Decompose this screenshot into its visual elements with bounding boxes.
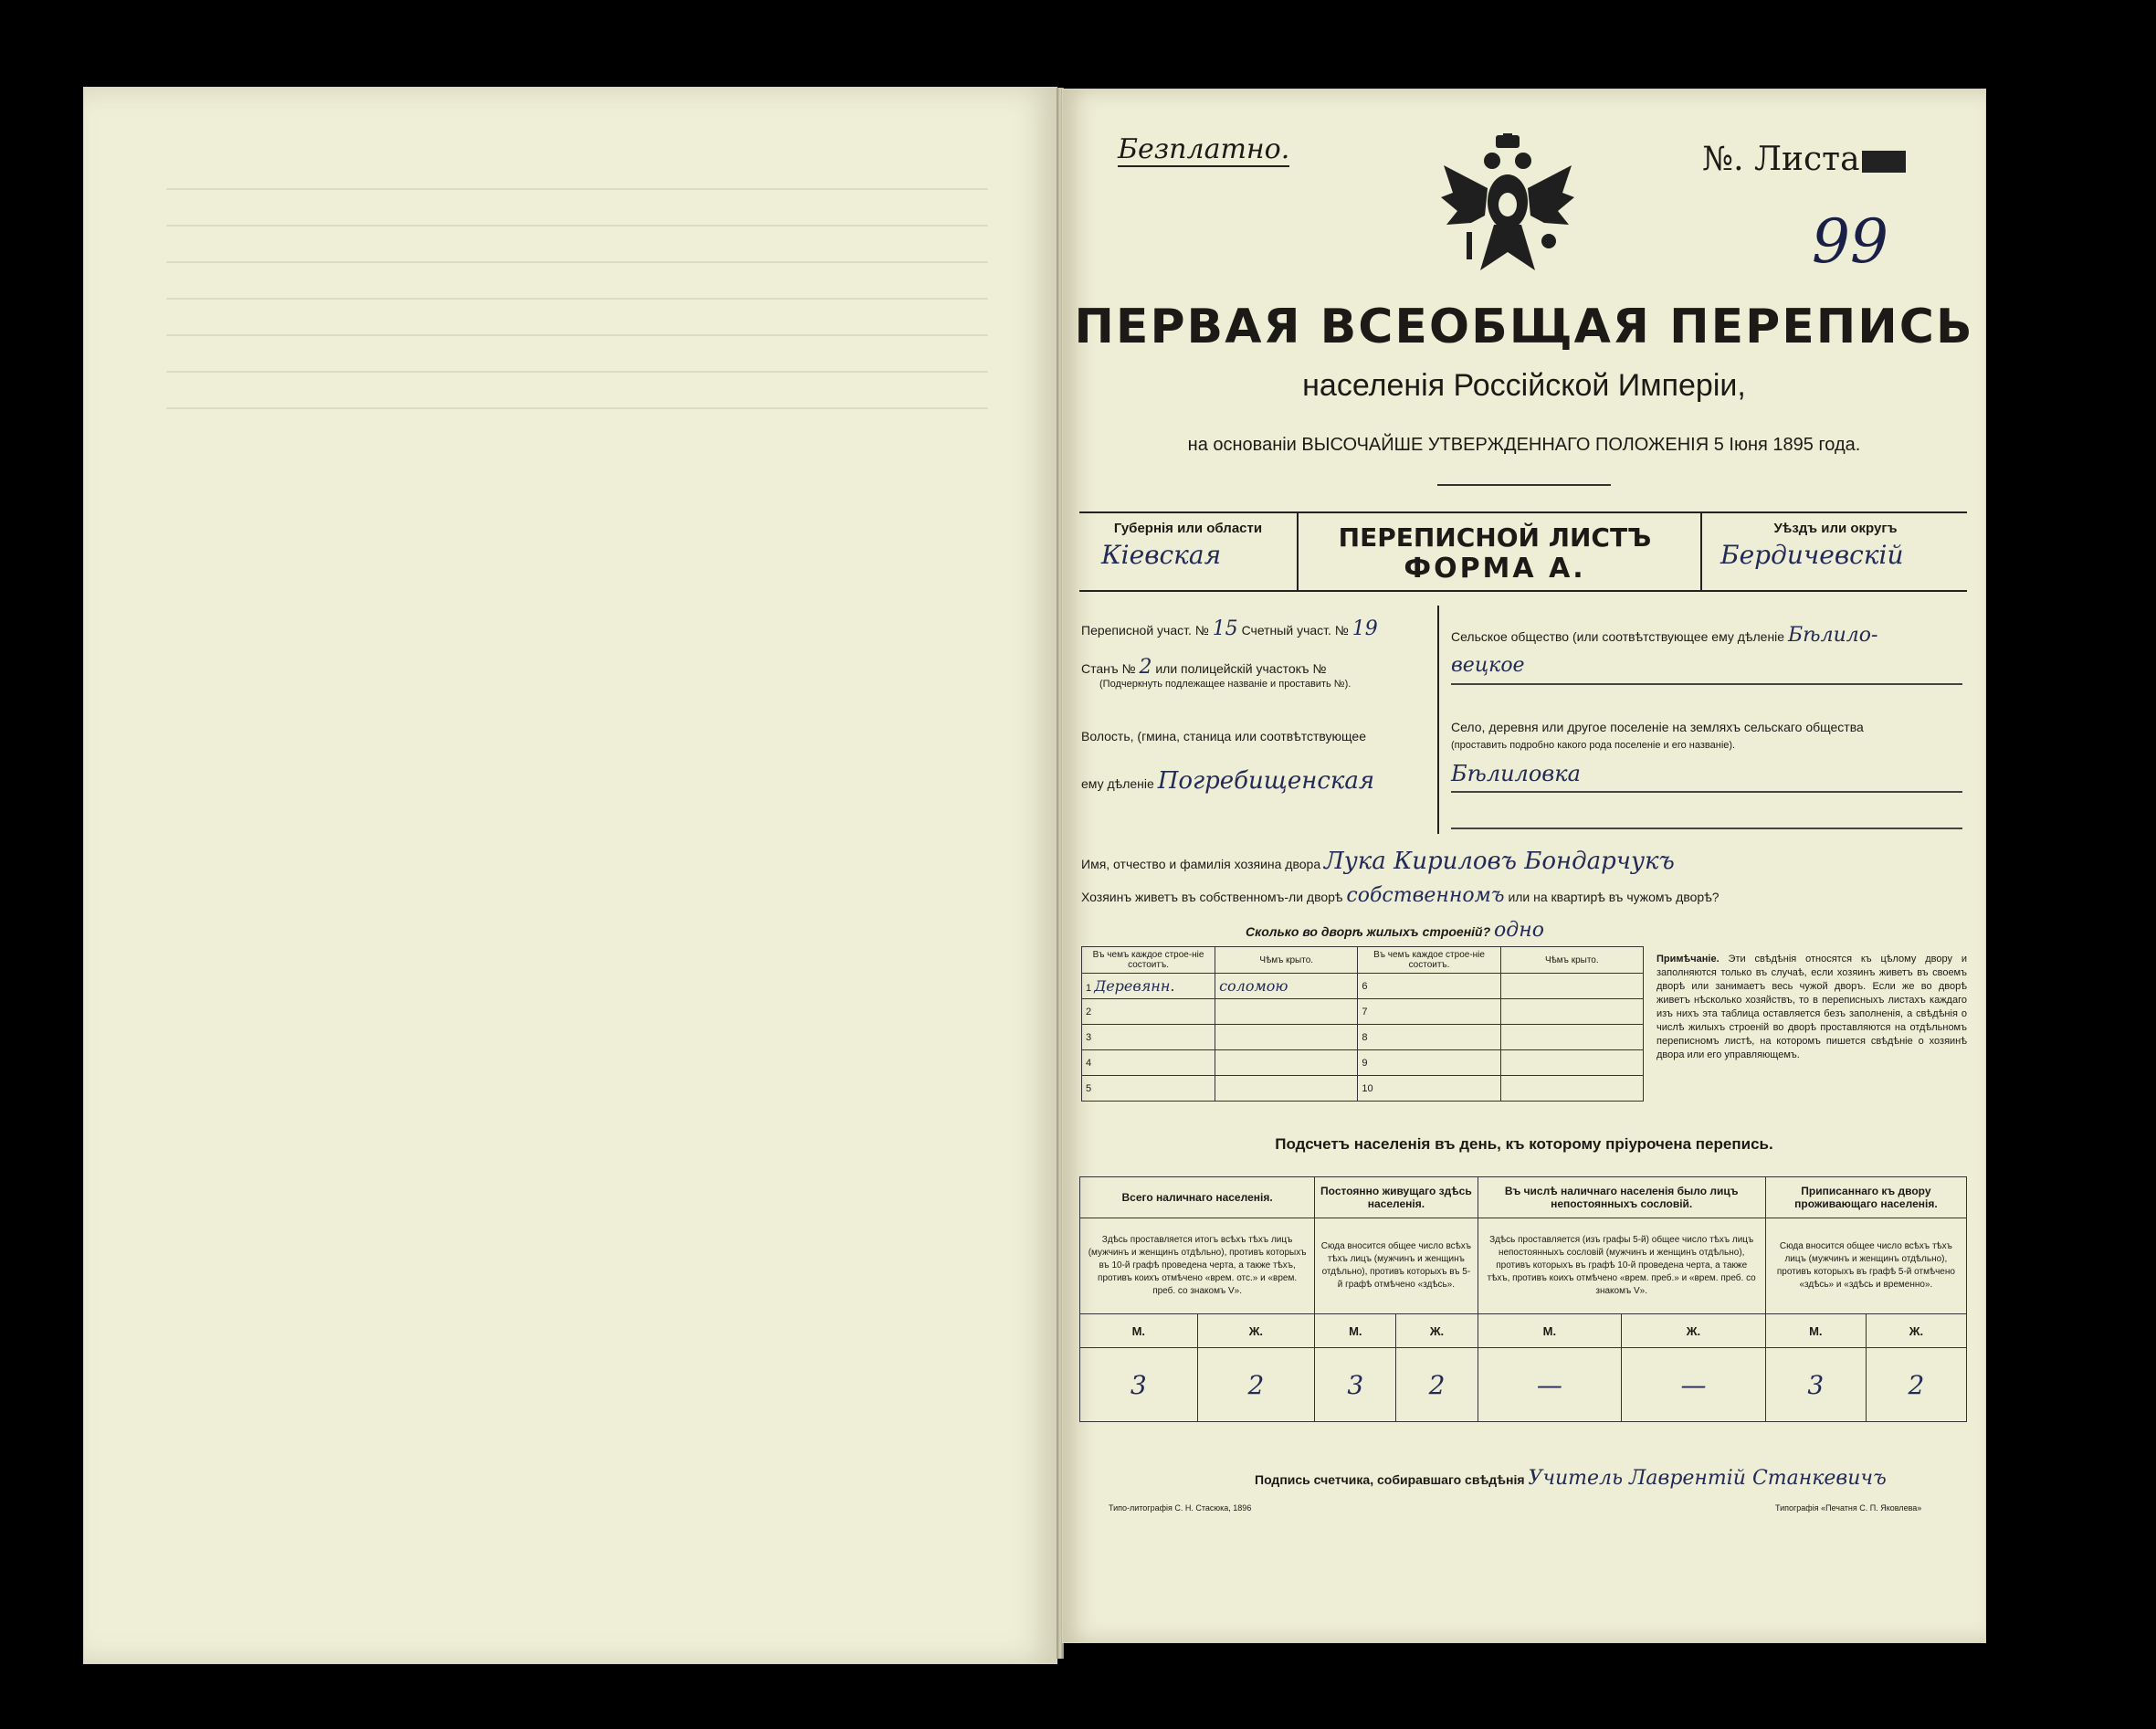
printer-imprint-right: Типографія «Печатня С. П. Яковлева»: [1775, 1503, 1922, 1513]
note-text: Эти свѣдѣнія относятся къ цѣлому двору и заполняются только въ случаѣ, если хозяинъ живетъ въ своемъ дворѣ или занимаетъ весь чужой дворъ. Если же во дворѣ живетъ нѣсколько хозяйствъ, то в переписныхъ листахъ каждаго изъ нихъ эта таблица оставляется безъ заполненія, а свѣдѣнія о числѣ жилыхъ строеній во дворѣ проставляются на отдѣльномъ переписномъ листѣ, на которомъ пишется свѣдѣніе о хозяинѣ двора или его управляющемъ.: [1656, 954, 1967, 1060]
volost-value: Погребищенская: [1157, 767, 1375, 795]
page-number: 99: [1812, 206, 1888, 277]
schetny-label: Счетный участ. №: [1241, 623, 1349, 638]
buildings-value: одно: [1494, 919, 1544, 942]
col-header: Въ числѣ наличнаго населенія было лицъ непостоянныхъ сословій.: [1478, 1177, 1765, 1218]
female-label: Ж.: [1866, 1314, 1966, 1348]
form-header-box: [1079, 511, 1967, 592]
col-header: Въ чемъ каждое строе-ніе состоитъ.: [1082, 947, 1215, 974]
count-value: 2: [1197, 1348, 1315, 1422]
count-value: —: [1622, 1348, 1766, 1422]
selo-label: Село, деревня или другое поселеніе на земляхъ сельскаго общества: [1451, 720, 1864, 734]
table-cell: 5: [1082, 1076, 1215, 1102]
uezd-cell: [1700, 513, 1969, 590]
buildings-row: [1246, 919, 1544, 942]
table-row: [1082, 1050, 1644, 1076]
table-cell: [1500, 974, 1643, 999]
gubernia-cell: [1079, 513, 1299, 590]
stan-suffix: или полицейскій участокъ №: [1155, 661, 1327, 676]
schetny-value: 19: [1351, 617, 1378, 640]
female-label: Ж.: [1197, 1314, 1315, 1348]
rule: [1451, 791, 1962, 793]
obshchestvo-value: Бѣлило-: [1787, 624, 1878, 647]
census-form-page: [1063, 90, 1985, 1642]
male-label: М.: [1765, 1314, 1866, 1348]
table-cell: 6: [1358, 974, 1500, 999]
list-label: №. Листа: [1702, 141, 1860, 178]
lives-value: собственномъ: [1346, 884, 1505, 907]
buildings-label: Сколько во дворѣ жилыхъ строеній?: [1246, 924, 1491, 939]
col-header: Приписаннаго къ двору проживающаго населенія.: [1765, 1177, 1966, 1218]
col-description: Сюда вносится общее число всѣхъ тѣхъ лицъ (мужчинъ и женщинъ отдѣльно), противъ которыхъ въ 5-й графѣ отмѣчено «здѣсь».: [1315, 1218, 1478, 1314]
form-subtitle: населенія Россійской Имперіи,: [1302, 368, 1746, 403]
table-cell: соломою: [1215, 974, 1358, 999]
lives-row: [1081, 884, 1720, 907]
signature-value: Учитель Лаврентій Станкевичъ: [1528, 1467, 1887, 1490]
bleed-through-text: [166, 188, 988, 471]
population-count-table: [1079, 1176, 1967, 1422]
printer-imprint-left: Типо-литографія С. Н. Стасюка, 1896: [1109, 1503, 1252, 1513]
male-label: М.: [1478, 1314, 1622, 1348]
table-cell: [1500, 1025, 1643, 1050]
table-cell: 3: [1082, 1025, 1215, 1050]
buildings-table: [1081, 946, 1644, 1102]
field-divider: [1437, 606, 1439, 834]
table-row: [1082, 1076, 1644, 1102]
table-row: [1082, 1025, 1644, 1050]
table-cell: 10: [1358, 1076, 1500, 1102]
uchastok-row: [1081, 617, 1378, 640]
list-number: [1702, 141, 1906, 178]
count-value: 3: [1315, 1348, 1396, 1422]
table-cell: 7: [1358, 999, 1500, 1025]
count-header-row: [1080, 1177, 1967, 1218]
note-heading: Примѣчаніе.: [1656, 954, 1720, 965]
obshchestvo-label: Сельское общество (или соотвѣтствующее ему дѣленіе: [1451, 629, 1785, 644]
count-value: 3: [1080, 1348, 1198, 1422]
owner-value: Лука Кириловъ Бондарчукъ: [1324, 848, 1675, 875]
table-cell: 8: [1358, 1025, 1500, 1050]
count-value: 2: [1866, 1348, 1966, 1422]
rule: [1451, 683, 1962, 685]
table-cell: 2: [1082, 999, 1215, 1025]
count-sex-row: [1080, 1314, 1967, 1348]
stan-value: 2: [1139, 656, 1152, 679]
selo-value: Бѣлиловка: [1451, 761, 1581, 786]
col-header: Постоянно живущаго здѣсь населенія.: [1315, 1177, 1478, 1218]
stan-label: Станъ №: [1081, 661, 1136, 676]
signature-label: Подпись счетчика, собиравшаго свѣдѣнія: [1255, 1472, 1525, 1487]
col-description: Здѣсь проставляется итогъ всѣхъ тѣхъ лицъ (мужчинъ и женщинъ отдѣльно), противъ которыхъ въ 10-й графѣ проведена черта, а также тѣхъ, противъ коихъ отмѣчено «врем. отс.» и «врем. преб. со знакомъ V».: [1080, 1218, 1315, 1314]
form-main-title: ПЕРВАЯ ВСЕОБЩАЯ ПЕРЕПИСЬ: [1074, 300, 1974, 354]
male-label: М.: [1080, 1314, 1198, 1348]
left-page-blank: [84, 88, 1057, 1663]
count-value: 3: [1765, 1348, 1866, 1422]
form-title-cell: [1299, 513, 1691, 590]
table-cell: 1 Деревянн.: [1082, 974, 1215, 999]
table-cell: [1215, 1076, 1358, 1102]
rule: [1451, 828, 1962, 829]
uchastok-value: 15: [1212, 617, 1238, 640]
table-row: [1082, 999, 1644, 1025]
volost-label-2: ему дѣленіе: [1081, 776, 1154, 791]
volost-label: Волость, (гмина, станица или соотвѣтствующее: [1081, 729, 1366, 743]
count-heading: Подсчетъ населенія въ день, къ которому пріурочена перепись.: [1275, 1135, 1773, 1153]
count-desc-row: [1080, 1218, 1967, 1314]
table-cell: [1500, 999, 1643, 1025]
col-header: Чѣмъ крыто.: [1500, 947, 1643, 974]
count-values-row: [1080, 1348, 1967, 1422]
ornament-divider: [1437, 484, 1611, 486]
male-label: М.: [1315, 1314, 1396, 1348]
table-cell: 4: [1082, 1050, 1215, 1076]
uezd-label: Уѣздъ или округъ: [1773, 521, 1898, 536]
table-cell: [1215, 999, 1358, 1025]
female-label: Ж.: [1622, 1314, 1766, 1348]
table-row: [1082, 974, 1644, 999]
form-title-1: ПЕРЕПИСНОЙ ЛИСТЪ: [1338, 522, 1652, 553]
count-value: —: [1478, 1348, 1622, 1422]
female-label: Ж.: [1396, 1314, 1478, 1348]
obshchestvo-value-2: вецкое: [1451, 654, 1525, 677]
owner-label: Имя, отчество и фамилія хозяина двора: [1081, 857, 1321, 871]
table-cell: [1500, 1076, 1643, 1102]
form-title-2: ФОРМА А.: [1404, 553, 1586, 585]
gubernia-label: Губернія или области: [1113, 521, 1263, 536]
col-description: Здѣсь проставляется (изъ графы 5-й) общее число тѣхъ лицъ непостоянныхъ сословій (мужчинъ и женщинъ отдѣльно), противъ которыхъ въ графѣ 10-й проведена черта, а также тѣхъ, противъ коихъ отмѣчено «врем. преб.» и «врем. преб. со знакомъ V».: [1478, 1218, 1765, 1314]
table-cell: [1215, 1050, 1358, 1076]
col-header: Въ чемъ каждое строе-ніе состоитъ.: [1358, 947, 1500, 974]
count-value: 2: [1396, 1348, 1478, 1422]
table-cell: 9: [1358, 1050, 1500, 1076]
col-header: Чѣмъ крыто.: [1215, 947, 1358, 974]
col-description: Сюда вносится общее число всѣхъ тѣхъ лицъ (мужчинъ и женщинъ отдѣльно), противъ которыхъ въ графѣ 5-й отмѣчено «здѣсь» и «здѣсь и временно».: [1765, 1218, 1966, 1314]
stan-note: (Подчеркнуть подлежащее названіе и проставить №).: [1099, 679, 1351, 690]
table-cell: [1215, 1025, 1358, 1050]
signature-row: [1255, 1467, 1887, 1490]
obshchestvo-row: [1451, 624, 1877, 647]
volost-row: [1081, 767, 1374, 795]
gubernia-value: Кіевская: [1101, 540, 1222, 570]
uchastok-label: Переписной участ. №: [1081, 623, 1209, 638]
free-label: Безплатно.: [1118, 133, 1290, 165]
redaction-block: [1862, 151, 1906, 173]
owner-row: [1081, 848, 1675, 875]
buildings-header: [1082, 947, 1644, 974]
col-header: Всего наличнаго населенія.: [1080, 1177, 1315, 1218]
note-block: [1656, 953, 1967, 1062]
lives-label: Хозяинъ живетъ въ собственномъ-ли дворѣ: [1081, 890, 1343, 904]
imperial-eagle-icon: [1439, 133, 1576, 279]
table-cell: [1500, 1050, 1643, 1076]
selo-note: (проставить подробно какого рода поселеніе и его названіе).: [1451, 740, 1736, 751]
form-basis: на основаніи ВЫСОЧАЙШЕ УТВЕРЖДЕННАГО ПОЛОЖЕНІЯ 5 Іюня 1895 года.: [1187, 435, 1861, 455]
lives-suffix: или на квартирѣ въ чужомъ дворѣ?: [1508, 890, 1720, 904]
stan-row: [1081, 656, 1326, 679]
uezd-value: Бердичевскій: [1720, 540, 1904, 570]
